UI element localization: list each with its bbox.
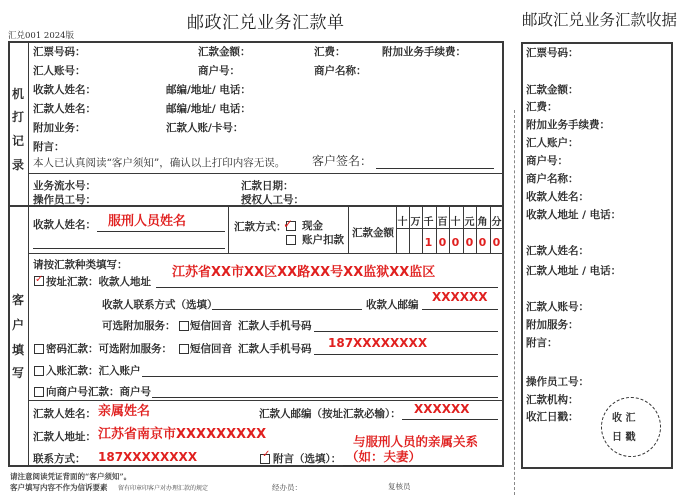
receipt-field: 商户名称： [526, 173, 579, 185]
remitter-zip-label: 汇款人邮编（按址汇款必输）： [259, 408, 401, 420]
digit-value[interactable]: 0 [451, 236, 460, 249]
receipt-field: 收汇日戳： [526, 411, 579, 423]
receipt-field: 汇款人姓名： [526, 245, 589, 257]
digit-header: 千 [423, 217, 434, 228]
receipt-field: 汇款金额： [526, 84, 579, 96]
receipt-field: 操作员工号： [526, 376, 589, 388]
password-remit-label: 密码汇款：可选附加服务： [46, 343, 172, 355]
note-print-label: 附言： [33, 141, 65, 153]
payee-zip-field[interactable] [422, 309, 498, 310]
password-remit-checkbox[interactable] [34, 344, 44, 354]
payee-address-value[interactable]: 江苏省XX市XX区XX路XX号XX监狱XX监区 [172, 265, 436, 280]
payee-name-field-line2[interactable] [33, 248, 225, 249]
payee-name-value[interactable]: 服刑人员姓名 [108, 214, 187, 229]
side-label-char: 录 [11, 158, 24, 172]
stamp-text-line2: 日 戳 [612, 432, 636, 443]
password-phone-label: 汇款人手机号码 [238, 343, 312, 355]
receipt-field: 附加服务： [526, 319, 579, 331]
cash-option-label: 现金 [302, 220, 323, 232]
operator-id-label: 操作员工号： [33, 194, 96, 206]
account-debit-option-label: 账户扣款 [302, 234, 344, 246]
remitter-name-value[interactable]: 亲属姓名 [98, 404, 151, 419]
digit-header: 元 [464, 217, 475, 228]
agent-label: 经办员： [272, 483, 302, 492]
side-label-char: 填 [11, 343, 24, 357]
digit-header: 十 [397, 217, 408, 228]
payee-contact-print-label: 邮编/地址/ 电话： [166, 84, 251, 96]
extra-service-print-label: 附加业务： [33, 122, 86, 134]
merchant-number-label: 商户号： [198, 65, 240, 77]
remitter-address-value[interactable]: 江苏省南京市XXXXXXXXX [98, 427, 267, 442]
serial-divider [28, 173, 503, 174]
form-version: 汇兑001 2024版 [8, 31, 75, 41]
merchant-remit-field[interactable] [152, 397, 498, 398]
remitter-phone-field[interactable] [314, 331, 498, 332]
sms-reply-label: 短信回音 [190, 320, 232, 332]
merchant-name-label: 商户名称： [314, 65, 367, 77]
payee-address-field[interactable] [156, 287, 498, 288]
footer-disclaimer: 客户填写内容不作为信诉要素 [10, 483, 108, 492]
remitter-card-print-label: 汇款人账/卡号： [166, 122, 244, 134]
digit-value[interactable]: 0 [438, 236, 447, 249]
payee-contact-field[interactable] [212, 309, 362, 310]
amount-label: 汇款金额： [198, 46, 251, 58]
side-label-char: 写 [11, 366, 24, 380]
password-sms-label: 短信回音 [190, 343, 232, 355]
note-value-line2[interactable]: （如：夫妻） [346, 449, 422, 464]
footer-disclaimer-small: 留有印章印客户对办理汇款的规定 [118, 485, 209, 492]
form-title: 邮政汇兑业务汇款单 [187, 13, 345, 33]
remitter-address-label: 汇款人地址： [33, 431, 96, 443]
payee-name-label: 收款人姓名： [33, 219, 96, 231]
payee-name-field[interactable] [97, 231, 225, 232]
digit-value[interactable]: 0 [465, 236, 474, 249]
payee-contact-label: 收款人联系方式（选填） [102, 299, 218, 311]
side-divider [28, 42, 29, 466]
method-divider-left [228, 206, 229, 253]
ticket-number-label: 汇票号码： [33, 46, 86, 58]
receipt-field: 商户号： [526, 155, 568, 167]
confirm-text: 本人已认真阅读“客户须知”，确认以上打印内容无误。 [33, 157, 286, 169]
remitter-block-divider [28, 400, 503, 401]
remitter-phone-label: 汇款人手机号码 [238, 320, 312, 332]
account-remit-label: 入账汇款：汇入账户 [46, 365, 141, 377]
amount-grid-label: 汇款金额 [352, 227, 394, 239]
signature-label: 客户签名： [312, 154, 373, 168]
digit-header: 百 [437, 217, 448, 228]
remitter-zip-value[interactable]: XXXXXX [414, 402, 470, 416]
digit-header: 分 [491, 217, 502, 228]
footer-notice: 请注意阅读凭证背面的“客户须知”。 [10, 472, 132, 481]
date-stamp-circle [601, 397, 661, 457]
digit-header: 万 [410, 217, 421, 228]
digit-value[interactable]: 0 [478, 236, 487, 249]
digit-value[interactable]: 0 [492, 236, 501, 249]
remit-date-label: 汇款日期： [241, 180, 294, 192]
payee-zip-value[interactable]: XXXXXX [432, 290, 488, 304]
remit-account-label: 汇人账号： [33, 65, 86, 77]
side-label-char: 机 [11, 87, 24, 101]
password-sms-checkbox[interactable] [179, 344, 189, 354]
check-mark-icon: ✓ [283, 217, 294, 231]
payee-block-divider [28, 253, 503, 254]
receipt-field: 附加业务手续费： [526, 119, 610, 131]
note-label: 附言（选填）： [273, 453, 342, 465]
digit-header: 角 [477, 217, 488, 228]
payee-zip-label: 收款人邮编 [366, 299, 419, 311]
side-label-char: 户 [11, 318, 24, 332]
receipt-field: 附言： [526, 337, 558, 349]
remitter-contact-label: 联系方式： [33, 453, 86, 465]
receipt-title: 邮政汇兑业务汇款收据 [522, 11, 678, 29]
address-remit-label: 按址汇款：收款人地址 [46, 276, 151, 288]
side-label-char: 客 [11, 293, 24, 307]
side-label-char: 打 [11, 110, 24, 124]
remitter-name-label: 汇款人姓名： [33, 408, 96, 420]
remitter-name-print-label: 汇款人姓名： [33, 103, 96, 115]
digit-value[interactable]: 1 [424, 236, 433, 249]
serial-number-label: 业务流水号： [33, 180, 96, 192]
receipt-field: 汇费： [526, 101, 558, 113]
password-phone-field[interactable] [314, 354, 498, 355]
side-label-char: 记 [11, 134, 24, 148]
perforation-line [514, 110, 515, 495]
account-debit-checkbox[interactable] [286, 235, 296, 245]
receipt-field: 汇人账户： [526, 137, 579, 149]
note-field[interactable] [343, 465, 498, 466]
check-mark-icon: ✓ [35, 274, 44, 285]
fee-label: 汇费： [314, 46, 346, 58]
method-label: 汇款方式： [234, 221, 287, 233]
remitter-contact-value[interactable]: 187XXXXXXXX [98, 450, 198, 464]
account-remit-field[interactable] [142, 376, 498, 377]
optional-service-label: 可选附加服务： [102, 320, 176, 332]
type-instruction: 请按汇款种类填写： [33, 259, 128, 271]
receipt-field: 收款人地址 / 电话： [526, 209, 622, 221]
authorizer-id-label: 授权人工号： [241, 194, 304, 206]
receipt-field: 汇款人账号： [526, 301, 589, 313]
check-mark-icon: ✓ [262, 449, 271, 460]
stamp-text-line1: 收 汇 [612, 413, 636, 424]
merchant-remit-label: 向商户号汇款：商户号 [46, 386, 151, 398]
payee-name-print-label: 收款人姓名： [33, 84, 96, 96]
receipt-field: 汇票号码： [526, 47, 579, 59]
merchant-remit-checkbox[interactable] [34, 387, 44, 397]
signature-field[interactable] [376, 168, 494, 169]
account-remit-checkbox[interactable] [34, 366, 44, 376]
auth-label: 复核员 [388, 482, 411, 491]
receipt-field: 收款人姓名： [526, 191, 589, 203]
method-divider-right [348, 206, 349, 253]
receipt-field: 汇款人地址 / 电话： [526, 265, 622, 277]
password-phone-value[interactable]: 187XXXXXXXX [328, 336, 428, 350]
extra-fee-label: 附加业务手续费： [382, 46, 466, 58]
receipt-field: 汇款机构： [526, 394, 579, 406]
remitter-zip-field[interactable] [402, 419, 498, 420]
digit-header: 十 [450, 217, 461, 228]
remitter-contact-print-label: 邮编/地址/ 电话： [166, 103, 251, 115]
sms-reply-checkbox[interactable] [179, 321, 189, 331]
note-value-line1[interactable]: 与服刑人员的亲属关系 [353, 434, 479, 449]
